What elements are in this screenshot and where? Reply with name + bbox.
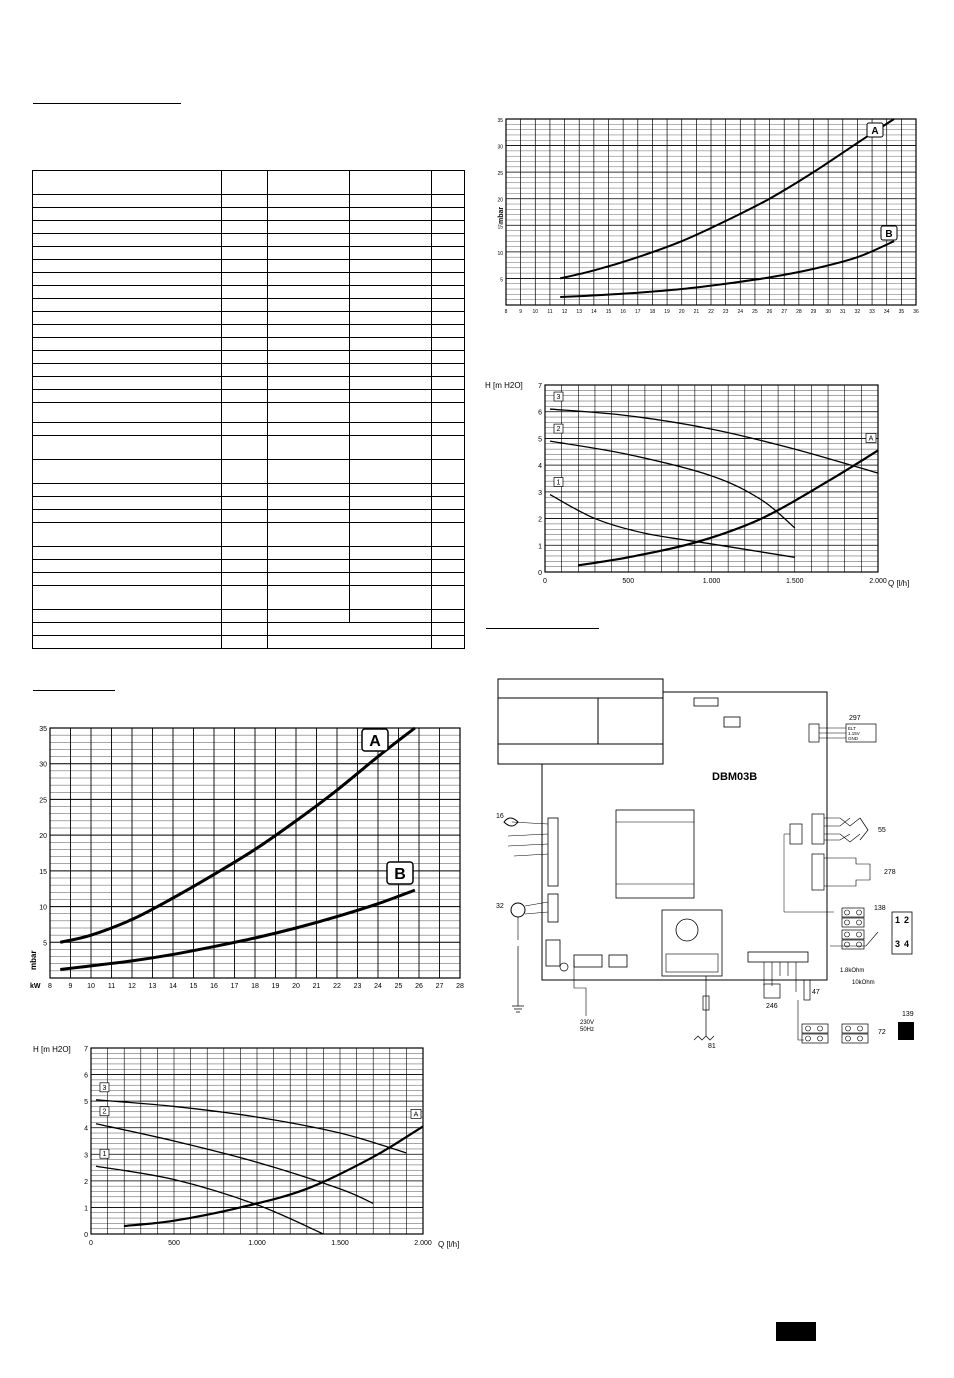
table-row xyxy=(33,377,465,390)
terminal-block xyxy=(842,918,864,927)
x-tick-label: 21 xyxy=(693,309,700,315)
terminal-2: 2 xyxy=(904,915,910,925)
y-tick-label: 1 xyxy=(84,1205,88,1213)
x-tick-label: 9 xyxy=(68,983,73,990)
y-tick-label: 1 xyxy=(538,543,542,551)
table-row xyxy=(33,610,465,623)
y-tick-label: 7 xyxy=(84,1046,88,1053)
x-tick-label: 35 xyxy=(898,309,905,315)
component-55-label: 55 xyxy=(878,827,886,834)
page-number-box xyxy=(776,1322,816,1341)
x-tick-label: 12 xyxy=(561,309,568,315)
component-16-label: 16 xyxy=(496,813,504,820)
x-tick-label: 23 xyxy=(722,309,729,315)
y-tick-label: 15 xyxy=(497,224,503,231)
table-row xyxy=(33,260,465,273)
x-tick-label: 18 xyxy=(649,309,656,315)
y-tick-label: 0 xyxy=(538,570,542,577)
table-row xyxy=(33,560,465,573)
y-tick-label: 2 xyxy=(538,516,542,524)
x-tick-label: 0 xyxy=(543,578,547,585)
table-row xyxy=(33,484,465,497)
y-tick-label: 10 xyxy=(497,250,503,257)
component-278-label: 278 xyxy=(884,869,896,876)
resistor-label-1: 1.8kOhm xyxy=(840,968,865,974)
component-139-label: 139 xyxy=(902,1011,914,1018)
x-tick-label: 1.000 xyxy=(702,578,721,585)
speed-label: 3 xyxy=(102,1084,107,1092)
table-row xyxy=(33,510,465,523)
table-row xyxy=(33,623,465,636)
x-tick-label: 24 xyxy=(374,983,382,990)
x-tick-label: 14 xyxy=(591,309,597,315)
speed-1-curve xyxy=(96,1166,323,1234)
speed-3-curve xyxy=(96,1100,406,1153)
x-tick-label: 10 xyxy=(532,309,539,315)
curve-b-line xyxy=(560,241,894,297)
y-tick-label: 0 xyxy=(84,1232,88,1239)
y-tick-label: 20 xyxy=(497,197,503,204)
x-tick-label: 27 xyxy=(781,309,787,315)
table-row xyxy=(33,221,465,234)
x-tick-label: 22 xyxy=(333,983,341,990)
y-tick-label: 4 xyxy=(84,1125,88,1133)
y-tick-label: 4 xyxy=(538,463,542,471)
y-tick-label: 5 xyxy=(538,436,542,444)
relay-label-elt: ELT xyxy=(848,726,856,731)
component-297-label: 297 xyxy=(849,715,861,722)
x-tick-label: 1.000 xyxy=(248,1240,266,1247)
table-row xyxy=(33,171,465,195)
x-tick-label: 32 xyxy=(854,309,861,315)
y-tick-label: 20 xyxy=(39,833,47,841)
x-tick-label: 8 xyxy=(504,309,508,315)
x-tick-label: 29 xyxy=(810,309,817,315)
table-row xyxy=(33,325,465,338)
x-tick-label: 500 xyxy=(168,1240,180,1247)
y-tick-label: 6 xyxy=(84,1072,88,1080)
curve-b-label: B xyxy=(885,229,893,240)
x-tick-label: 17 xyxy=(635,309,641,315)
speed-label: 3 xyxy=(556,394,561,402)
x-tick-label: 20 xyxy=(678,309,685,315)
table-row xyxy=(33,497,465,510)
table-row xyxy=(33,390,465,403)
table-row xyxy=(33,312,465,325)
table-row xyxy=(33,364,465,377)
x-tick-label: 26 xyxy=(766,309,773,315)
table-row xyxy=(33,586,465,610)
curve-a-label: A xyxy=(369,733,381,750)
relay-label-voltage: 1.15V xyxy=(848,731,860,736)
terminal-block xyxy=(842,940,864,949)
x-tick-label: 19 xyxy=(271,983,280,990)
x-tick-label: 1.500 xyxy=(331,1240,349,1247)
table-row xyxy=(33,636,465,649)
x-tick-label: 12 xyxy=(128,983,136,990)
x-tick-label: 33 xyxy=(869,309,875,315)
component-81-label: 81 xyxy=(708,1043,716,1050)
table-row xyxy=(33,523,465,547)
y-tick-label: 15 xyxy=(39,868,47,876)
wiring-diagram xyxy=(494,676,934,1076)
terminal-3: 3 xyxy=(895,939,901,949)
component-246-label: 246 xyxy=(766,1003,778,1010)
section-heading-underline xyxy=(486,628,599,629)
y-tick-label: 2 xyxy=(84,1178,88,1186)
table-row xyxy=(33,423,465,436)
curve-b-line xyxy=(60,890,415,969)
terminal-block xyxy=(842,1034,868,1043)
y-tick-label: 25 xyxy=(497,171,503,178)
x-tick-label: 17 xyxy=(230,983,239,990)
x-tick-label: 16 xyxy=(210,983,218,990)
x-tick-label: 26 xyxy=(415,983,423,990)
y-tick-label: 5 xyxy=(84,1099,88,1107)
x-tick-label: 27 xyxy=(435,983,444,990)
table-row xyxy=(33,234,465,247)
x-tick-label: 19 xyxy=(664,309,670,315)
curve-a-label: A xyxy=(871,126,879,137)
x-tick-label: 13 xyxy=(576,309,582,315)
x-tick-label: 31 xyxy=(840,309,846,315)
y-tick-label: 35 xyxy=(497,118,503,124)
table-row xyxy=(33,286,465,299)
y-tick-label: 30 xyxy=(39,761,47,769)
x-tick-label: 11 xyxy=(547,309,553,315)
terminal-block xyxy=(842,1024,868,1033)
gas-chart-y-unit: mbar xyxy=(29,950,38,970)
section-heading-underline xyxy=(33,103,181,104)
x-tick-label: 11 xyxy=(107,983,116,990)
table-row xyxy=(33,338,465,351)
pump-chart-y-label: H [m H2O] xyxy=(33,1045,71,1054)
component-32-label: 32 xyxy=(496,903,504,910)
x-tick-label: 15 xyxy=(605,309,612,315)
speed-label: 2 xyxy=(556,426,561,434)
x-tick-label: 2.000 xyxy=(414,1240,432,1247)
table-row xyxy=(33,208,465,221)
y-tick-label: 25 xyxy=(39,797,47,805)
relay-label-gnd: GND xyxy=(848,736,858,741)
speed-label: 1 xyxy=(556,479,561,487)
x-tick-label: 22 xyxy=(708,309,714,315)
terminal-block xyxy=(842,908,864,917)
x-tick-label: 14 xyxy=(169,983,177,990)
y-tick-label: 35 xyxy=(39,726,47,733)
board-label: DBM03B xyxy=(712,771,758,783)
terminal-block xyxy=(802,1034,828,1043)
x-tick-label: 21 xyxy=(312,983,321,990)
y-tick-label: 6 xyxy=(538,409,542,417)
y-tick-label: 3 xyxy=(538,489,542,497)
section-heading-underline xyxy=(33,690,115,691)
x-tick-label: 30 xyxy=(825,309,831,315)
gas-pressure-chart-small xyxy=(28,718,468,996)
pump-chart-x-label: Q [l/h] xyxy=(888,579,910,588)
x-tick-label: 9 xyxy=(519,309,523,315)
x-tick-label: 15 xyxy=(189,983,198,990)
x-tick-label: 8 xyxy=(48,983,52,990)
x-tick-label: 1.500 xyxy=(785,578,804,585)
curve-b-label: B xyxy=(394,866,406,883)
gas-chart-x-unit: kW xyxy=(30,983,41,990)
x-tick-label: 25 xyxy=(752,309,758,315)
gas-pressure-chart-large xyxy=(494,112,924,324)
x-tick-label: 18 xyxy=(251,983,259,990)
table-row xyxy=(33,547,465,560)
pump-chart-x-label: Q [l/h] xyxy=(438,1240,460,1249)
y-tick-label: 7 xyxy=(538,383,542,390)
speed-label: 2 xyxy=(102,1108,107,1116)
curve-a-label: A xyxy=(413,1111,419,1119)
x-tick-label: 34 xyxy=(883,309,890,315)
technical-data-table xyxy=(32,170,465,649)
pump-curve-chart-small xyxy=(28,1040,478,1252)
y-tick-label: 30 xyxy=(497,144,503,151)
y-tick-label: 5 xyxy=(43,940,47,948)
y-tick-label: 10 xyxy=(39,904,47,912)
x-tick-label: 13 xyxy=(148,983,157,990)
x-tick-label: 28 xyxy=(456,983,464,990)
gas-chart-y-unit: mbar xyxy=(498,206,505,224)
y-tick-label: 5 xyxy=(500,277,503,284)
x-tick-label: 0 xyxy=(89,1240,93,1247)
speed-label: 1 xyxy=(102,1151,107,1159)
x-tick-label: 10 xyxy=(87,983,95,990)
terminal-1: 1 xyxy=(895,915,901,925)
curve-a-label: A xyxy=(868,435,874,443)
x-tick-label: 25 xyxy=(394,983,403,990)
table-row xyxy=(33,351,465,364)
pump-chart-y-label: H [m H2O] xyxy=(485,381,523,390)
component-138-label: 138 xyxy=(874,905,886,912)
y-tick-label: 3 xyxy=(84,1152,88,1160)
table-row xyxy=(33,460,465,484)
x-tick-label: 500 xyxy=(622,578,635,585)
component-72-label: 72 xyxy=(878,1029,886,1036)
terminal-block xyxy=(842,930,864,939)
terminal-block xyxy=(802,1024,828,1033)
table-row xyxy=(33,195,465,208)
x-tick-label: 24 xyxy=(737,309,744,315)
terminal-4: 4 xyxy=(904,939,910,949)
x-tick-label: 20 xyxy=(292,983,300,990)
resistor-label-2: 10kOhm xyxy=(852,980,875,986)
table-row xyxy=(33,573,465,586)
table-row xyxy=(33,436,465,460)
x-tick-label: 16 xyxy=(620,309,626,315)
table-row xyxy=(33,299,465,312)
x-tick-label: 2.000 xyxy=(869,578,887,585)
x-tick-label: 36 xyxy=(913,309,919,315)
supply-label: 230V 50Hz xyxy=(580,1020,595,1033)
x-tick-label: 23 xyxy=(353,983,362,990)
table-row xyxy=(33,403,465,423)
component-47-label: 47 xyxy=(812,989,820,996)
table-row xyxy=(33,273,465,286)
x-tick-label: 28 xyxy=(796,309,802,315)
speed-3-curve xyxy=(550,409,878,473)
pump-curve-chart-large xyxy=(480,376,924,590)
table-row xyxy=(33,247,465,260)
